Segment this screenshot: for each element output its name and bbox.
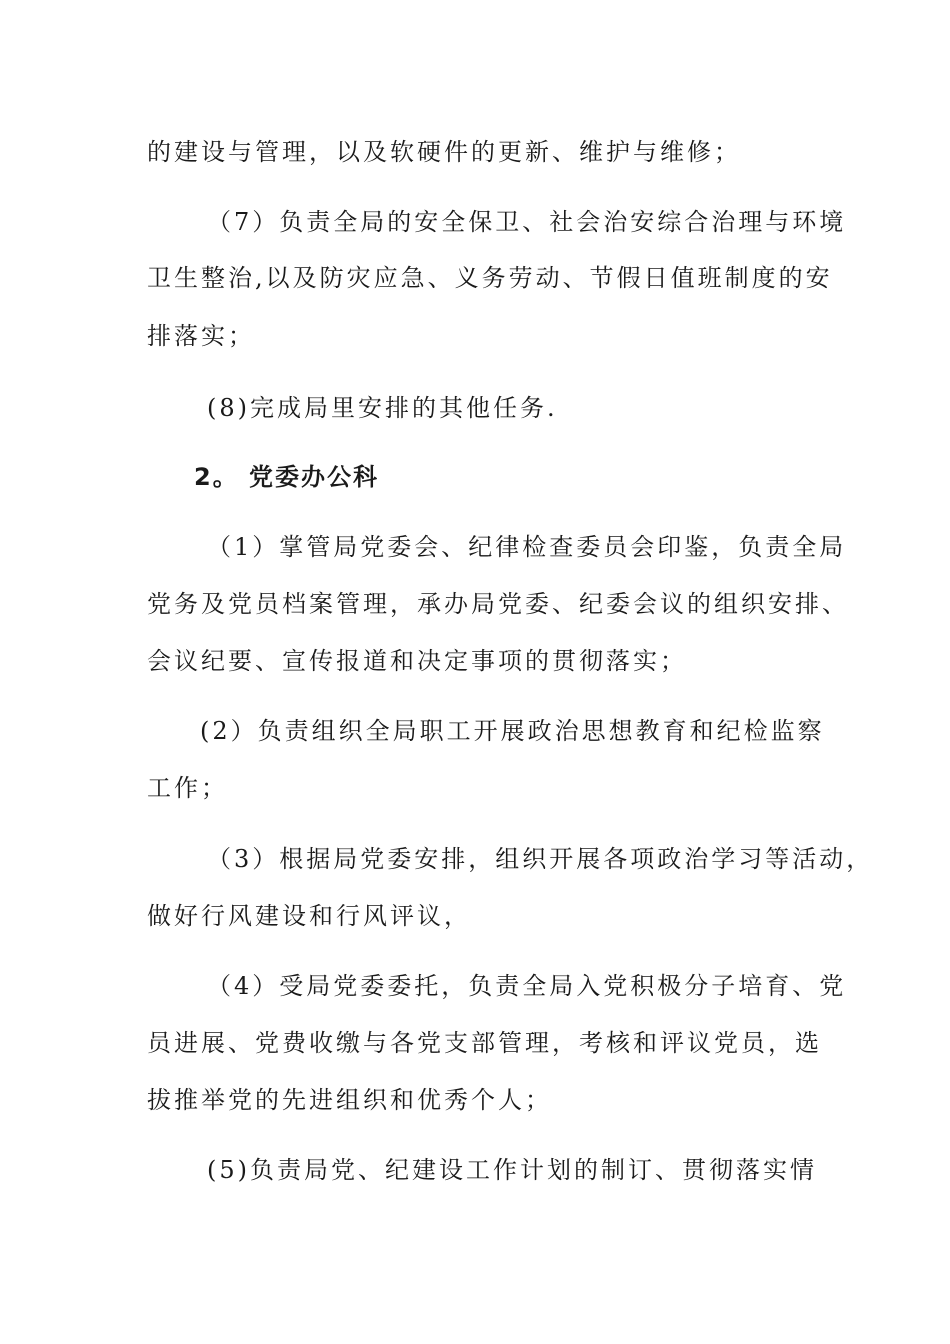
text-line: 拔推举党的先进组织和优秀个人； [147,1086,552,1114]
text-line: 卫生整治,以及防灾应急、义务劳动、节假日值班制度的安 [147,264,833,292]
text-line: (2）负责组织全局职工开展政治思想教育和纪检监察 [200,717,825,745]
text-line: 的建设与管理，以及软硬件的更新、维护与维修； [147,138,741,166]
text-line: (8)完成局里安排的其他任务. [207,394,558,422]
text-line: （1）掌管局党委会、纪律检查委员会印鉴，负责全局 [207,533,847,561]
text-line: （7）负责全局的安全保卫、社会治安综合治理与环境 [207,208,847,236]
text-line: 工作； [147,774,228,802]
text-line: （4）受局党委委托，负责全局入党积极分子培育、党 [207,972,847,1000]
text-line: 做好行风建设和行风评议， [147,902,471,930]
text-line: 会议纪要、宣传报道和决定事项的贯彻落实； [147,647,687,675]
text-line: 排落实； [147,322,255,350]
text-line: （3）根据局党委安排，组织开展各项政治学习等活动， [207,845,874,873]
text-line: 党务及党员档案管理，承办局党委、纪委会议的组织安排、 [147,590,849,618]
section-heading: 2。 党委办公科 [194,463,380,491]
text-line: 员进展、党费收缴与各党支部管理，考核和评议党员，选 [147,1029,822,1057]
text-line: (5)负责局党、纪建设工作计划的制订、贯彻落实情 [207,1156,817,1184]
